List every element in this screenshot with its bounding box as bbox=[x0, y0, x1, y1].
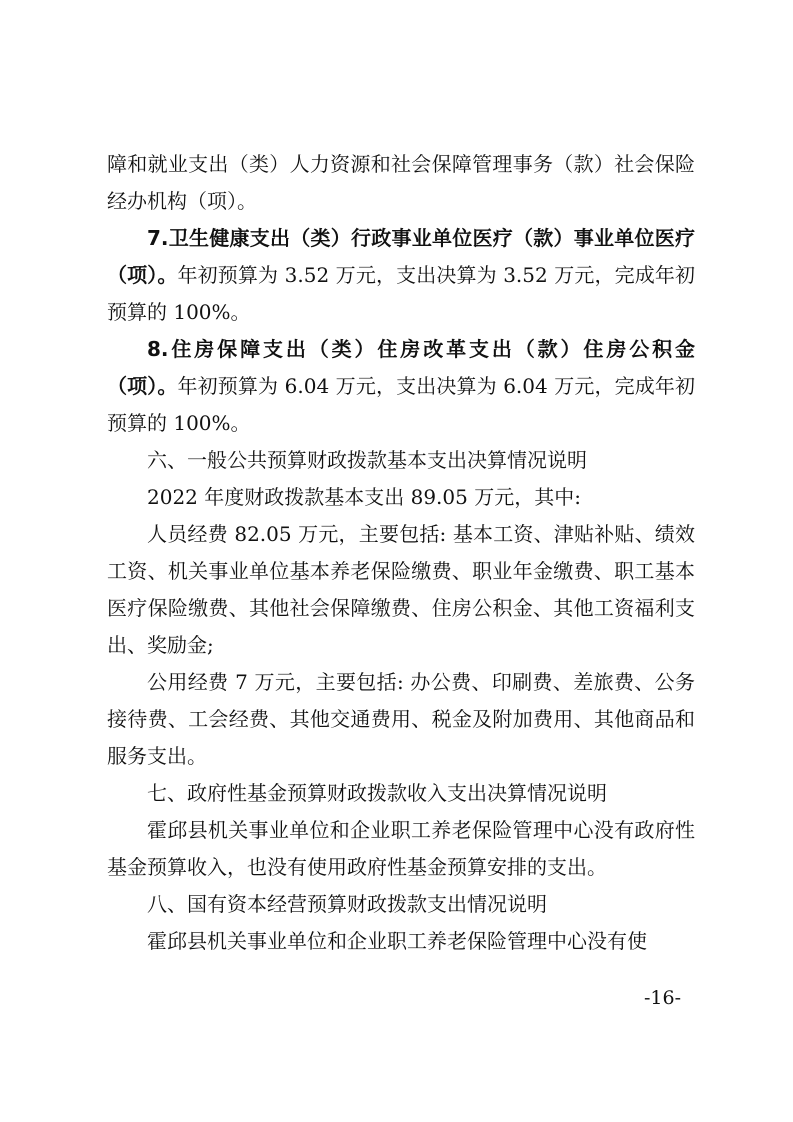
paragraph-basic-expense-total: 2022 年度财政拨款基本支出 89.05 万元，其中: bbox=[147, 485, 581, 509]
section-heading-6: 六、一般公共预算财政拨款基本支出决算情况说明 bbox=[147, 448, 587, 472]
paragraph-personnel-expense: 人员经费 82.05 万元，主要包括: 基本工资、津贴补贴、绩效工资、机关事业单位基本养老保险缴费、职业年金缴费、职工基本医疗保险缴费、其他社会保障缴费、住房公积金、其他工资福利支出、奖励金; bbox=[107, 522, 695, 657]
paragraph-public-expense: 公用经费 7 万元，主要包括: 办公费、印刷费、差旅费、公务接待费、工会经费、其他交通费用、税金及附加费用、其他商品和服务支出。 bbox=[107, 670, 695, 768]
item-title-health: 7.卫生健康支出（类）行政事业单位医疗（款）事业单位医疗（项）。 bbox=[107, 226, 695, 287]
section-heading-7: 七、政府性基金预算财政拨款收入支出决算情况说明 bbox=[147, 781, 607, 805]
section-heading-8: 八、国有资本经营预算财政拨款支出情况说明 bbox=[147, 892, 547, 916]
item-body-housing: 年初预算为 6.04 万元，支出决算为 6.04 万元，完成年初预算的 100%。 bbox=[107, 374, 696, 435]
paragraph-continuation: 障和就业支出（类）人力资源和社会保障管理事务（款）社会保险经办机构（项）。 bbox=[107, 152, 695, 213]
paragraph-health-expense bbox=[107, 220, 695, 331]
document-body bbox=[107, 146, 695, 960]
page-number: -16- bbox=[644, 987, 682, 1009]
item-body-health: 年初预算为 3.52 万元，支出决算为 3.52 万元，完成年初预算的 100%。 bbox=[107, 263, 696, 324]
paragraph-housing-expense bbox=[107, 331, 695, 442]
item-title-housing: 8.住房保障支出（类）住房改革支出（款）住房公积金（项）。 bbox=[107, 337, 695, 398]
paragraph-state-capital: 霍邱县机关事业单位和企业职工养老保险管理中心没有使 bbox=[147, 929, 647, 953]
paragraph-government-fund: 霍邱县机关事业单位和企业职工养老保险管理中心没有政府性基金预算收入，也没有使用政府性基金预算安排的支出。 bbox=[107, 818, 695, 879]
